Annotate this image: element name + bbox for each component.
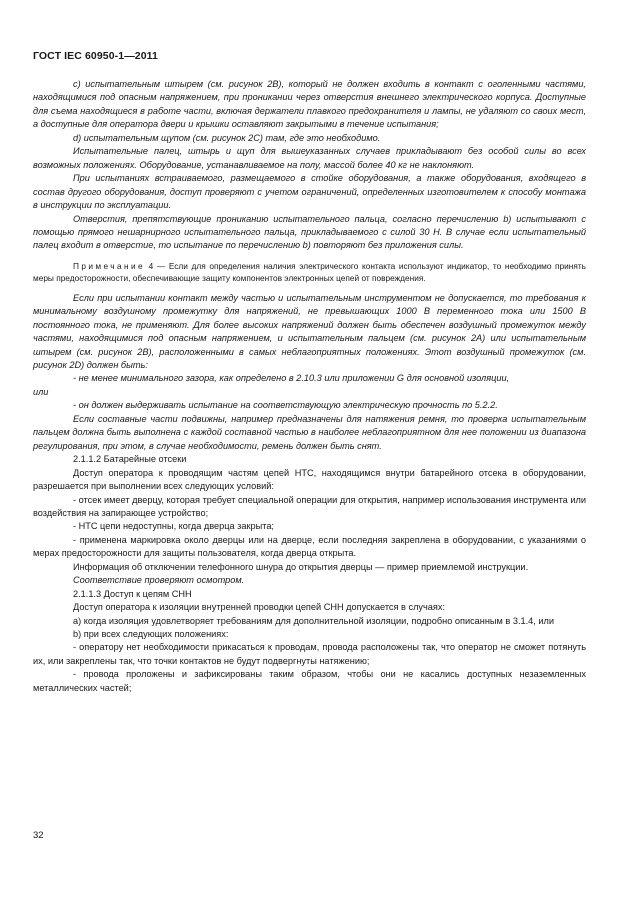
paragraph-phone-cord: Информация об отключении телефонного шнура до открытия дверцы — пример приемлемой инструкции. — [73, 561, 529, 572]
list-item-wires-operator: - оператору нет необходимости прикасаться к проводам, провода расположены так, что оператор не сможет потянуть их, или закреплены так, что точки контактов не будут подвергнуты натяжению; — [33, 642, 586, 666]
list-item-a: а) когда изоляция удовлетворяет требованиям для дополнительной изоляции, подробно описанным в 3.1.4, или — [73, 615, 554, 626]
paragraph-selv-access: Доступ оператора к изоляции внутренней проводки цепей СНН допускается в случаях: — [73, 602, 446, 613]
list-item-electric-strength: - он должен выдерживать испытание на соответствующую электрическую прочность по 5.2.2. — [73, 400, 498, 411]
paragraph-clearance: Если при испытании контакт между частью и испытательным инструментом не допускается, то требования к минимальному воздушному промежутку для напряжений, не превышающих 1000 В переменного тока или 1500 В постоянного тока, не применяют. Для более высоких напряжений должен быть обеспечен воздушный промежуток между частями, находящимися под опасным напряжением, и испытательным пальцем (см. рисунок 2А) или испытательным штырем (см. рисунок 2В), расположенными в самых неблагоприятных положениях. Этот воздушный промежуток (см. рисунок 2D) должен быть: — [33, 292, 586, 370]
document-body — [33, 78, 586, 695]
paragraph-item-c: с) испытательным штырем (см. рисунок 2В), который не должен входить в контакт с оголенными частями, находящимися под опасным напряжением, при проникании через отверстия внешнего электрического корпуса. Доступные для съема находящиеся в работе части, включая держатели плавкого предохранителя и лампы, не удаляют со своих мест, а доступные для оператора двери и крышки оставляют закрытыми в течение испытания; — [33, 79, 586, 130]
document-header: ГОСТ IEC 60950-1—2011 — [33, 50, 158, 62]
paragraph-or: или — [33, 386, 49, 397]
page-number: 32 — [33, 830, 44, 841]
paragraph-item-d: d) испытательным щупом (см. рисунок 2С) там, где это необходимо. — [73, 132, 381, 143]
paragraph-openings: Отверстия, препятствующие прониканию испытательного пальца, согласно перечислению b) испытывают с помощью прямого нешарнирного испытательного пальца, прикладываемого с силой 30 Н. В случае если испытательный палец входит в отверстие, то испытание по перечислению b) повторяют без приложения силы. — [33, 213, 586, 251]
paragraph-movable-parts: Если составные части подвижны, например предназначены для натяжения ремня, то проверка испытательным пальцем должна быть выполнена с каждой составной частью в наиболее неблагоприятном для нее положении из диапазона регулирования, при этом, в случае необходимости, ремень должен быть снят. — [33, 413, 586, 451]
paragraph-test-force: Испытательные палец, штырь и щуп для вышеуказанных случаев прикладывают без особой силы во всех возможных положениях. Оборудование, устанавливаемое на полу, массой более 40 кг не наклоняют. — [33, 146, 586, 170]
paragraph-built-in-equipment: При испытаниях встраиваемого, размещаемого в стойке оборудования, а также оборудования, входящего в состав другого оборудования, доступ проверяют с учетом ограничений, определенных изготовителем к способу монтажа в инструкции по эксплуатации. — [33, 173, 586, 211]
list-item-wires-fixed: - провода проложены и зафиксированы таким образом, чтобы они не касались доступных незаземленных металлических частей; — [33, 669, 586, 693]
paragraph-battery-access: Доступ оператора к проводящим частям цепей НТС, находящимся внутри батарейного отсека в оборудовании, разрешается при выполнении всех следующих условий: — [33, 467, 586, 492]
list-item-door: - отсек имеет дверцу, которая требует специальной операции для открытия, например использования инструмента или воздействия на запирающее устройство; — [33, 494, 586, 518]
list-item-tnv-inaccessible: - НТС цепи недоступны, когда дверца закрыта; — [73, 521, 274, 532]
list-item-marking: - применена маркировка около дверцы или на дверце, если последняя закреплена в оборудовании, с указаниями о мерах предосторожности для защиты пользователя, когда дверца открыта. — [33, 534, 586, 559]
paragraph-compliance: Соответствие проверяют осмотром. — [73, 575, 245, 586]
note-label: Примечание — [73, 260, 146, 271]
section-heading-selv: 2.1.1.3 Доступ к цепям СНН — [73, 588, 192, 599]
note-text: 4 — Если для определения наличия электрического контакта используют индикатор, то необходимо принять меры предосторожности, обеспечивающие защиту компонентов электронных цепей от повреждения. — [33, 260, 586, 284]
section-heading-battery: 2.1.1.2 Батарейные отсеки — [73, 454, 187, 465]
note-4 — [33, 260, 586, 285]
list-item-min-clearance: - не менее минимального зазора, как определено в 2.10.3 или приложении G для основной изоляции, — [73, 373, 510, 384]
list-item-b: b) при всех следующих положениях: — [73, 629, 229, 640]
